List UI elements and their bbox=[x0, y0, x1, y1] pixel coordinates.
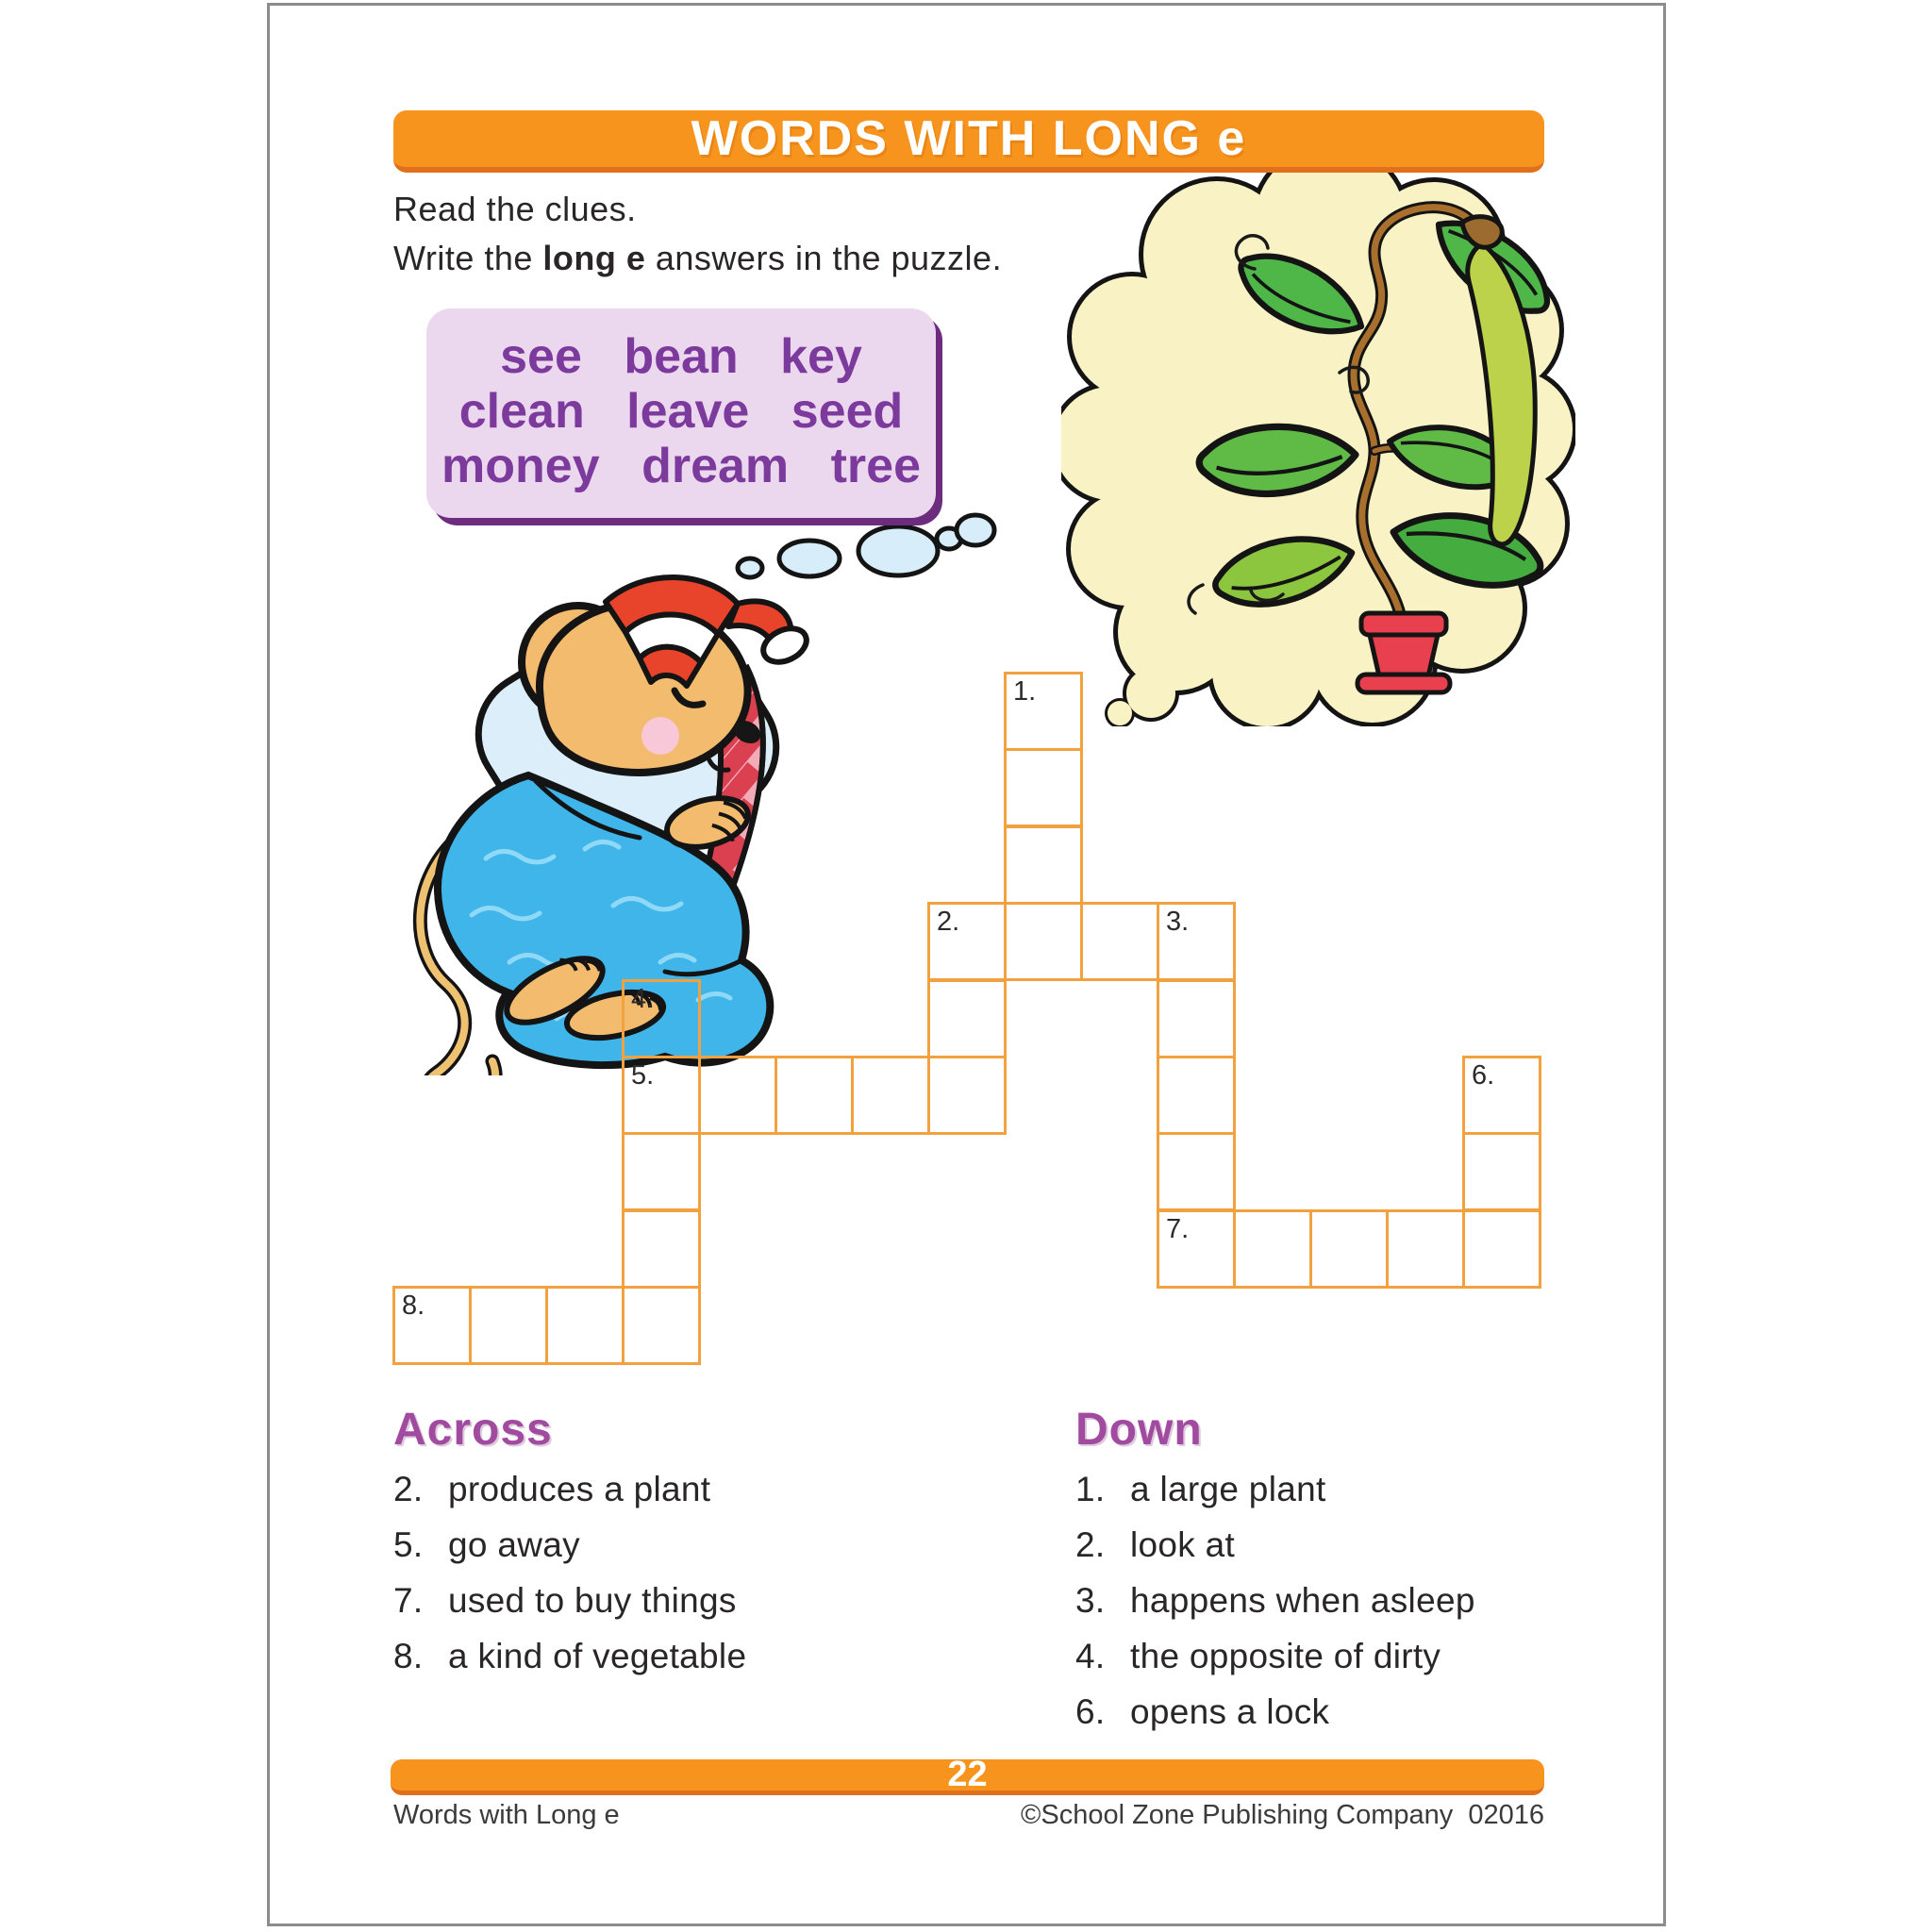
crossword-cell[interactable] bbox=[1157, 1209, 1236, 1289]
clue-number: 2. bbox=[1075, 1525, 1106, 1564]
crossword-cell[interactable] bbox=[1233, 1209, 1312, 1289]
crossword-cell[interactable] bbox=[698, 1056, 777, 1135]
cell-number: 3. bbox=[1166, 907, 1190, 937]
cheek-blush bbox=[641, 717, 679, 755]
crossword-cell[interactable] bbox=[1309, 1209, 1389, 1289]
crossword-cell[interactable] bbox=[1157, 979, 1236, 1058]
crossword-cell[interactable] bbox=[851, 1056, 930, 1135]
crossword-cell[interactable] bbox=[392, 1286, 472, 1365]
instruction-line-2: Write the long e answers in the puzzle. bbox=[393, 239, 1003, 277]
clue-text: the opposite of dirty bbox=[1130, 1637, 1441, 1675]
instructions bbox=[393, 185, 1002, 283]
footer-title: Words with Long e bbox=[393, 1800, 620, 1830]
across-clue-list bbox=[393, 1470, 746, 1692]
crossword-cell[interactable] bbox=[545, 1286, 625, 1365]
clue-text: look at bbox=[1130, 1525, 1236, 1564]
crossword-cell[interactable] bbox=[1004, 672, 1083, 751]
clue-number: 6. bbox=[1075, 1692, 1106, 1731]
clue-number: 7. bbox=[393, 1581, 424, 1620]
word-bank-row: see bean key bbox=[500, 329, 862, 384]
crossword-cell[interactable] bbox=[1462, 1209, 1541, 1289]
clue-number: 1. bbox=[1075, 1470, 1106, 1508]
clue-number: 5. bbox=[393, 1525, 424, 1564]
clue-number: 8. bbox=[393, 1637, 424, 1675]
cell-number: 6. bbox=[1472, 1060, 1495, 1091]
crossword-cell[interactable] bbox=[774, 1056, 854, 1135]
footer-copyright: ©School Zone Publishing Company 02016 bbox=[1021, 1800, 1544, 1830]
crossword-cell[interactable] bbox=[1462, 1056, 1541, 1135]
sleeping-mouse-illustration bbox=[396, 547, 811, 1075]
crossword-cell[interactable] bbox=[622, 979, 701, 1058]
cell-number: 5. bbox=[631, 1060, 655, 1091]
instruction-line-1: Read the clues. bbox=[393, 190, 637, 228]
crossword-cell[interactable] bbox=[927, 1056, 1007, 1135]
crossword-cell[interactable] bbox=[622, 1209, 701, 1289]
clue-item bbox=[393, 1470, 746, 1525]
clue-item bbox=[393, 1581, 746, 1637]
down-clue-list bbox=[1075, 1470, 1475, 1748]
across-section-title: Across bbox=[393, 1405, 553, 1455]
cell-number: 7. bbox=[1166, 1214, 1190, 1244]
clue-item bbox=[1075, 1581, 1475, 1637]
cell-number: 4. bbox=[631, 984, 655, 1014]
crossword-cell[interactable] bbox=[1157, 1132, 1236, 1211]
crossword-cell[interactable] bbox=[1157, 1056, 1236, 1135]
crossword-cell[interactable] bbox=[469, 1286, 548, 1365]
word-bank-row: clean leave seed bbox=[458, 384, 904, 439]
clue-item bbox=[1075, 1692, 1475, 1748]
bean-plant-thought-cloud-illustration bbox=[1061, 142, 1575, 726]
clue-text: go away bbox=[448, 1525, 580, 1564]
page-title: WORDS WITH LONG e bbox=[691, 111, 1247, 166]
crossword-cell[interactable] bbox=[622, 1056, 701, 1135]
crossword-cell[interactable] bbox=[1462, 1132, 1541, 1211]
page-number: 22 bbox=[947, 1755, 988, 1794]
word-bank-row: money dream tree bbox=[441, 439, 921, 493]
cell-number: 1. bbox=[1013, 676, 1037, 707]
crossword-cell[interactable] bbox=[1004, 825, 1083, 905]
crossword-cell[interactable] bbox=[622, 1132, 701, 1211]
cell-number: 8. bbox=[402, 1291, 425, 1321]
clue-text: produces a plant bbox=[448, 1470, 711, 1508]
clue-number: 2. bbox=[393, 1470, 424, 1508]
clue-text: used to buy things bbox=[448, 1581, 737, 1620]
crossword-cell[interactable] bbox=[927, 979, 1007, 1058]
clue-text: happens when asleep bbox=[1130, 1581, 1475, 1620]
word-bank bbox=[426, 308, 936, 518]
clue-number: 3. bbox=[1075, 1581, 1106, 1620]
clue-item bbox=[1075, 1470, 1475, 1525]
crossword-cell[interactable] bbox=[1080, 902, 1159, 981]
cell-number: 2. bbox=[937, 907, 960, 937]
clue-text: opens a lock bbox=[1130, 1692, 1330, 1731]
down-section-title: Down bbox=[1075, 1405, 1203, 1455]
crossword-cell[interactable] bbox=[1386, 1209, 1465, 1289]
crossword-cell[interactable] bbox=[1004, 902, 1083, 981]
crossword-cell[interactable] bbox=[622, 1286, 701, 1365]
crossword-cell[interactable] bbox=[1004, 748, 1083, 827]
clue-text: a kind of vegetable bbox=[448, 1637, 747, 1675]
page-number-bar bbox=[391, 1755, 1544, 1795]
clue-item bbox=[1075, 1525, 1475, 1581]
clue-text: a large plant bbox=[1130, 1470, 1326, 1508]
crossword-cell[interactable] bbox=[1157, 902, 1236, 981]
clue-item bbox=[393, 1525, 746, 1581]
clue-item bbox=[1075, 1637, 1475, 1692]
crossword-cell[interactable] bbox=[927, 902, 1007, 981]
clue-number: 4. bbox=[1075, 1637, 1106, 1675]
title-banner bbox=[393, 110, 1544, 173]
clue-item bbox=[393, 1637, 746, 1692]
